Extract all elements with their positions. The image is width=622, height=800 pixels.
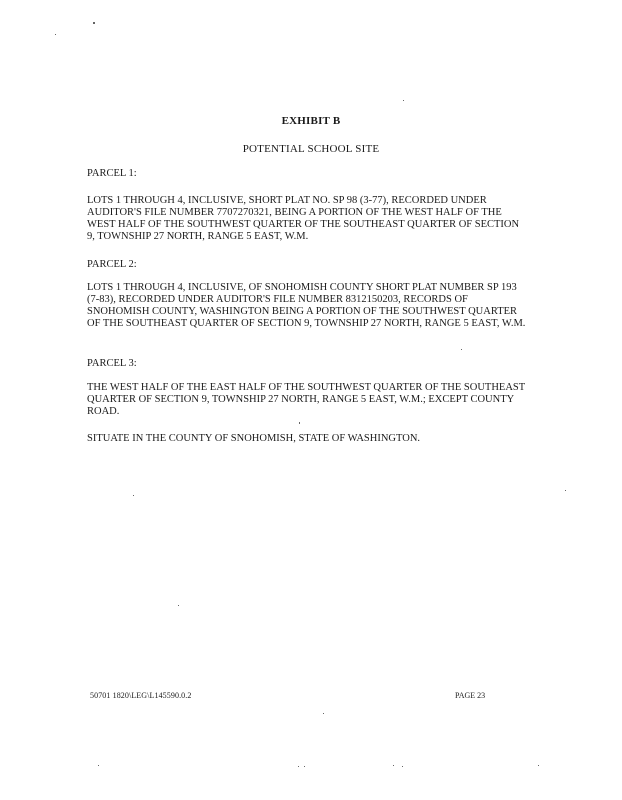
footer-page-number: PAGE 23 <box>455 691 486 700</box>
parcel-1-description: LOTS 1 THROUGH 4, INCLUSIVE, SHORT PLAT NO. SP 98 (3-77), RECORDED UNDER AUDITOR'S FILE NUMBER 7707270321, BEING A PORTION OF THE WEST HALF OF THE WEST HALF OF THE SOUTHWEST QUARTER OF THE SOUTHEAST QUARTER OF SECTION 9, TOWNSHIP 27 NORTH, RANGE 5 EAST, W.M. <box>87 195 520 242</box>
situate-statement: SITUATE IN THE COUNTY OF SNOHOMISH, STATE OF WASHINGTON. <box>87 433 421 444</box>
scan-speck <box>403 100 404 101</box>
scan-speck <box>304 766 305 767</box>
scan-speck <box>55 34 56 35</box>
parcel-1-heading: PARCEL 1: <box>87 168 137 179</box>
scan-speck <box>298 766 299 767</box>
scan-speck <box>98 765 99 766</box>
scan-speck <box>402 766 403 767</box>
scan-speck <box>538 765 539 766</box>
scan-speck <box>461 349 462 350</box>
scan-speck <box>299 422 300 424</box>
scan-speck <box>393 765 394 766</box>
parcel-2-heading: PARCEL 2: <box>87 259 137 270</box>
scan-speck <box>178 605 179 606</box>
scan-speck <box>323 713 324 714</box>
parcel-3-description: THE WEST HALF OF THE EAST HALF OF THE SOUTHWEST QUARTER OF THE SOUTHEAST QUARTER OF SECTION 9, TOWNSHIP 27 NORTH, RANGE 5 EAST, W.M.; EXCEPT COUNTY ROAD. <box>87 382 525 417</box>
footer-file-code: 50701 1820\LEG\L145590.0.2 <box>90 691 192 700</box>
scan-speck <box>565 490 566 491</box>
parcel-2-description: LOTS 1 THROUGH 4, INCLUSIVE, OF SNOHOMISH COUNTY SHORT PLAT NUMBER SP 193 (7-83), RECORDED UNDER AUDITOR'S FILE NUMBER 8312150203, RECORDS OF SNOHOMISH COUNTY, WASHINGTON BEING A PORTION OF THE SOUTHWEST QUARTER OF THE SOUTHEAST QUARTER OF SECTION 9, TOWNSHIP 27 NORTH, RANGE 5 EAST, W.M. <box>87 282 526 329</box>
scan-speck <box>133 495 134 496</box>
site-title: POTENTIAL SCHOOL SITE <box>242 143 380 155</box>
exhibit-title: EXHIBIT B <box>281 115 341 127</box>
scan-speck <box>93 22 95 24</box>
parcel-3-heading: PARCEL 3: <box>87 358 137 369</box>
